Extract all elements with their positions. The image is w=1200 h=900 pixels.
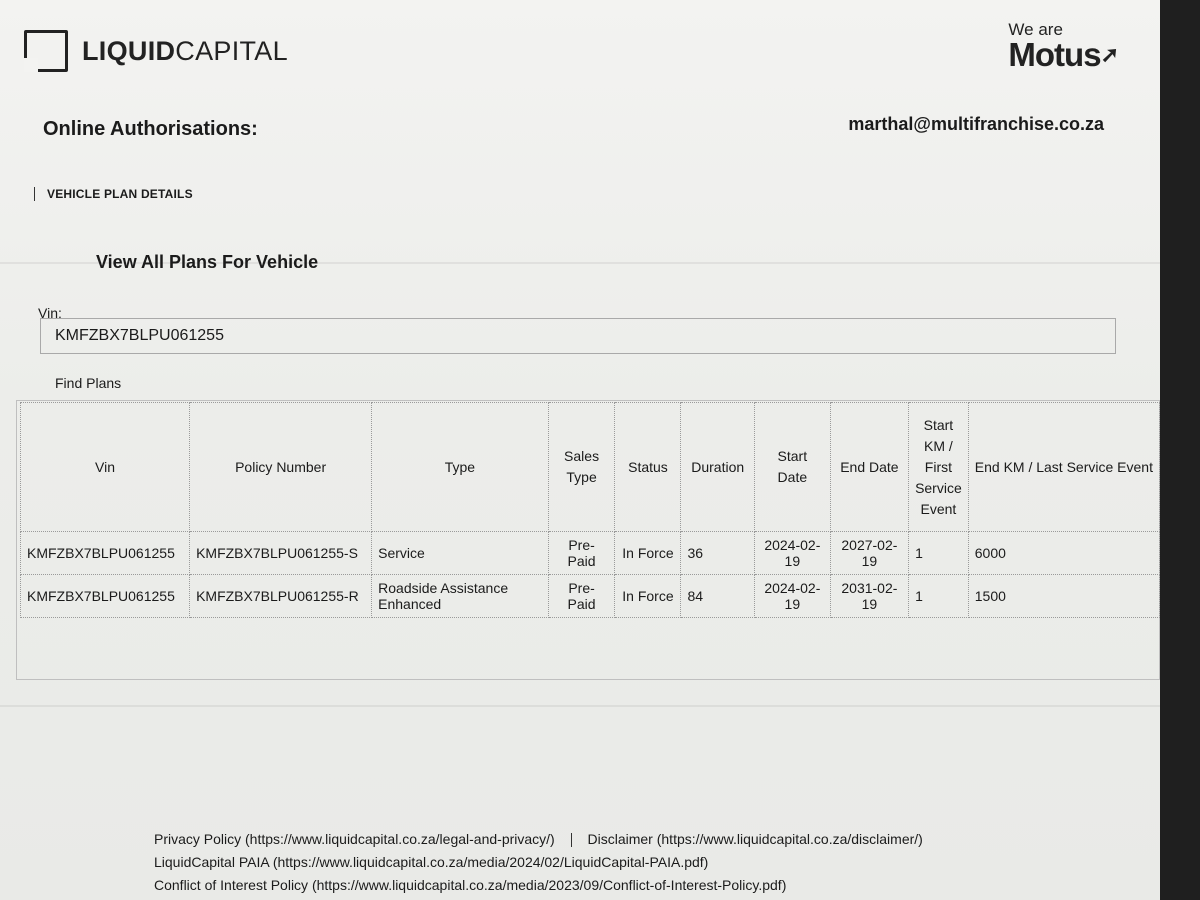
cell-end-km: 6000 — [968, 532, 1159, 575]
column-header-duration: Duration — [681, 403, 754, 532]
cell-start-date: 2024-02-19 — [754, 532, 830, 575]
user-email[interactable]: marthal@multifranchise.co.za — [848, 114, 1104, 134]
paia-link[interactable]: LiquidCapital PAIA (https://www.liquidcapital.co.za/media/2024/02/LiquidCapital-PAIA.pdf) — [154, 854, 709, 870]
cell-end-date: 2027-02-19 — [830, 532, 908, 575]
conflict-of-interest-link[interactable]: Conflict of Interest Policy (https://www.liquidcapital.co.za/media/2023/09/Conflict-of-Interest-Policy.pdf) — [154, 877, 787, 893]
cell-end-km: 1500 — [968, 575, 1159, 618]
table-row[interactable] — [21, 532, 1160, 575]
cell-start-km: 1 — [909, 575, 969, 618]
footer-row — [154, 828, 923, 851]
cell-status: In Force — [615, 532, 681, 575]
liquidcapital-logo-icon — [24, 30, 68, 72]
table-row[interactable] — [21, 575, 1160, 618]
column-header-end-km: End KM / Last Service Event — [968, 403, 1159, 532]
motus-wordmark: Motus➚ — [1008, 36, 1118, 73]
cell-start-km: 1 — [909, 532, 969, 575]
footer-row — [154, 874, 923, 897]
cell-vin: KMFZBX7BLPU061255 — [21, 532, 190, 575]
column-header-type: Type — [372, 403, 549, 532]
column-header-vin: Vin — [21, 403, 190, 532]
liquidcapital-logo[interactable] — [24, 30, 288, 72]
cell-type: Roadside Assistance Enhanced — [372, 575, 549, 618]
cell-duration: 36 — [681, 532, 754, 575]
privacy-policy-link[interactable]: Privacy Policy (https://www.liquidcapital.co.za/legal-and-privacy/) — [154, 831, 555, 847]
liquidcapital-wordmark: LIQUIDCAPITAL — [82, 35, 288, 66]
cell-sales-type: Pre-Paid — [548, 532, 615, 575]
column-header-status: Status — [615, 403, 681, 532]
column-header-start-date: Start Date — [754, 403, 830, 532]
cell-type: Service — [372, 532, 549, 575]
cell-start-date: 2024-02-19 — [754, 575, 830, 618]
cell-sales-type: Pre-Paid — [548, 575, 615, 618]
footer-divider — [571, 833, 572, 847]
motus-arrow-icon: ➚ — [1100, 42, 1118, 67]
disclaimer-link[interactable]: Disclaimer (https://www.liquidcapital.co.za/disclaimer/) — [587, 831, 923, 847]
plans-table — [20, 402, 1160, 618]
column-header-policy-number: Policy Number — [190, 403, 372, 532]
find-plans-button[interactable]: Find Plans — [55, 375, 122, 391]
column-header-sales-type: Sales Type — [548, 403, 615, 532]
footer-row — [154, 851, 923, 874]
cell-policy-number: KMFZBX7BLPU061255-S — [190, 532, 372, 575]
cell-end-date: 2031-02-19 — [830, 575, 908, 618]
cell-duration: 84 — [681, 575, 754, 618]
motus-logo[interactable] — [1008, 20, 1118, 73]
cell-status: In Force — [615, 575, 681, 618]
vin-label: Vin: — [38, 305, 62, 321]
section-title: View All Plans For Vehicle — [96, 252, 319, 272]
column-header-end-date: End Date — [830, 403, 908, 532]
cell-policy-number: KMFZBX7BLPU061255-R — [190, 575, 372, 618]
section-tag[interactable]: VEHICLE PLAN DETAILS — [34, 187, 193, 201]
vin-input[interactable] — [40, 318, 1116, 354]
cell-vin: KMFZBX7BLPU061255 — [21, 575, 190, 618]
footer-links — [154, 828, 923, 897]
page-title: Online Authorisations: — [43, 118, 258, 140]
motus-tagline: We are — [1008, 20, 1063, 39]
table-header-row — [21, 403, 1160, 532]
column-header-start-km: Start KM / First Service Event — [909, 403, 969, 532]
paper-crease — [0, 705, 1160, 707]
